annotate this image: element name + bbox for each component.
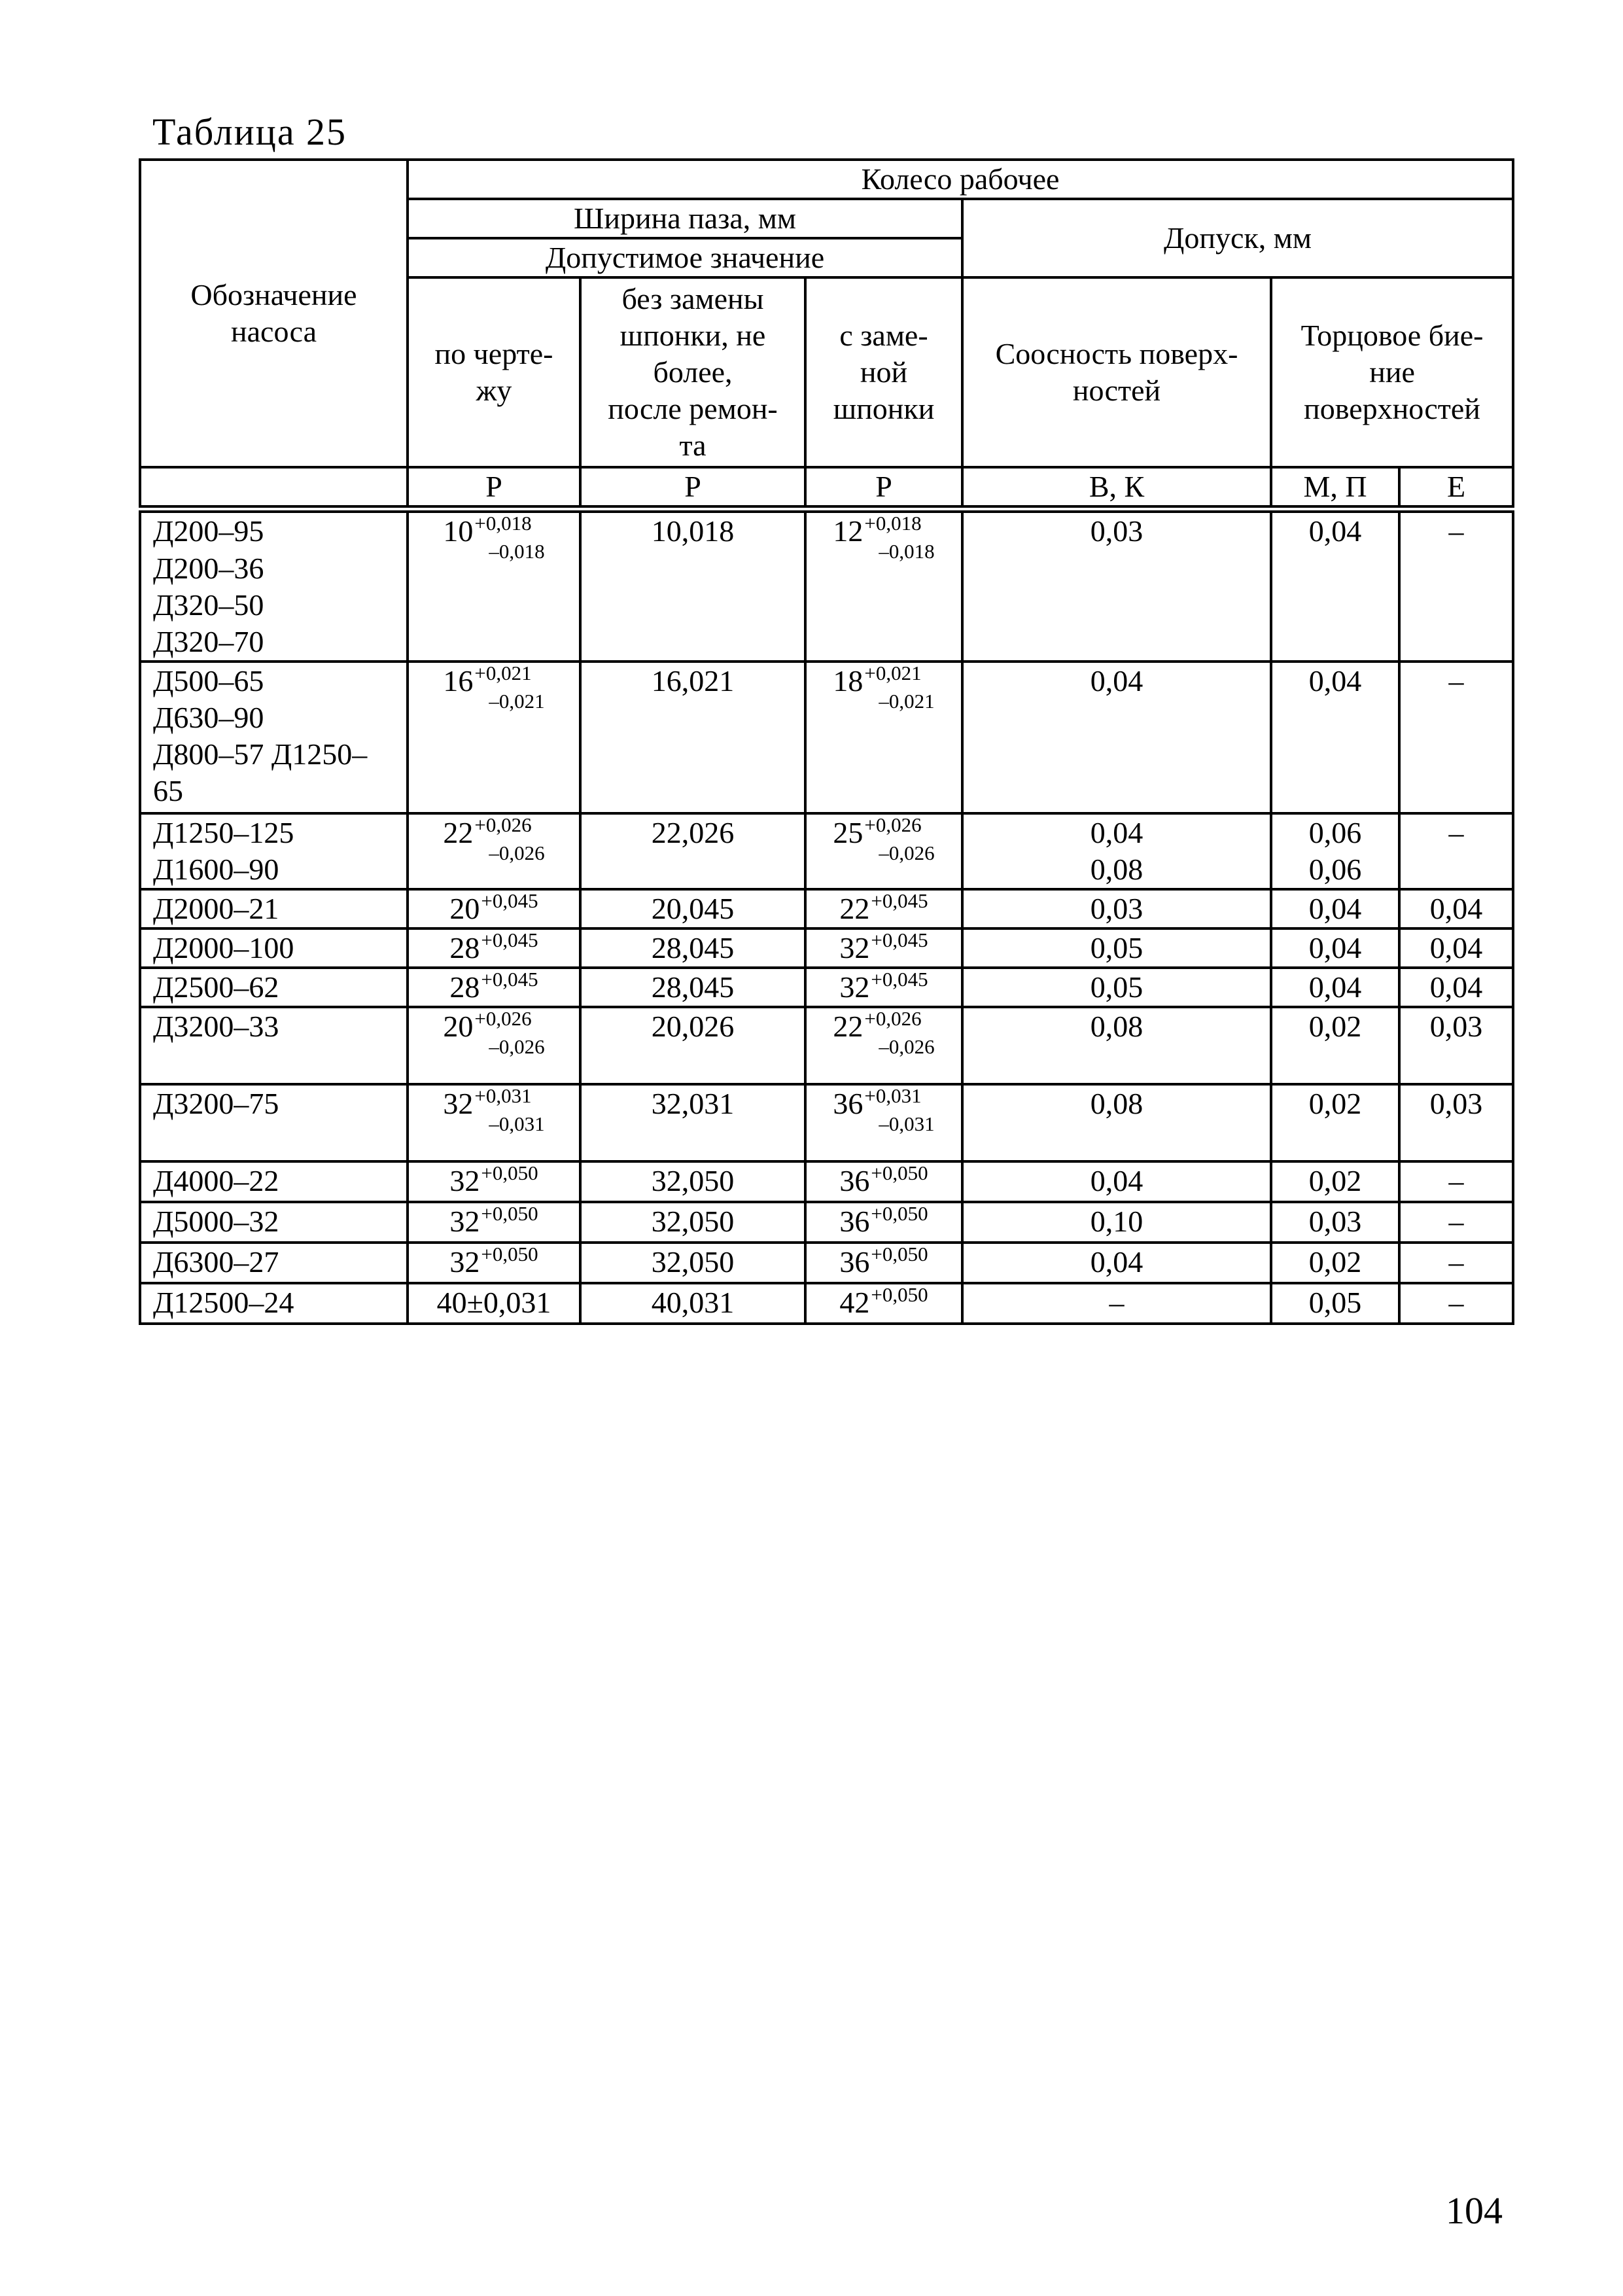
slot-width-without-key-cell: 32,031: [580, 1084, 805, 1161]
deviations: [871, 930, 928, 950]
cell-line: 0,03: [1308, 1205, 1362, 1239]
face-runout-mp-cell: [1271, 928, 1399, 968]
face-runout-e-cell: 0,03: [1399, 1007, 1513, 1084]
cell-line: 0,04: [1308, 892, 1362, 926]
upper-deviation: +0,050: [481, 1243, 538, 1266]
tolerance-value: [833, 815, 934, 863]
upper-deviation: +0,026: [474, 813, 532, 836]
nominal-size: 20: [449, 892, 480, 926]
slot-width-by-drawing-cell: [408, 509, 580, 661]
deviations: [481, 1203, 538, 1224]
table-row: [140, 662, 1513, 813]
cell-line: Д630–90: [153, 700, 264, 734]
nominal-size: 32: [449, 1205, 480, 1239]
pump-designation-cell: [140, 1007, 408, 1084]
table-row: [140, 1161, 1513, 1202]
slot-width-with-key-cell: [805, 509, 962, 661]
face-runout-e-cell: –: [1399, 813, 1513, 889]
tolerance-value: [437, 1284, 551, 1321]
cell-line: 0,04: [1308, 931, 1362, 965]
page-number: 104: [1446, 2189, 1503, 2232]
tolerance-value: [443, 513, 544, 561]
slot-width-with-key-cell: [805, 1283, 962, 1324]
table-row: [140, 1283, 1513, 1324]
upper-deviation: +0,045: [871, 968, 928, 991]
face-runout-mp-cell: [1271, 1202, 1399, 1243]
cell-line: 0,04: [1308, 514, 1362, 548]
cell-line: 0,08: [1090, 852, 1143, 886]
upper-deviation: +0,031: [474, 1084, 532, 1108]
cell-line: 0,04: [1308, 663, 1362, 698]
cell-line: 0,03: [1090, 514, 1143, 548]
face-runout-mp-cell: [1271, 1283, 1399, 1324]
nominal-size: 18: [833, 663, 864, 698]
pump-designation-cell: [140, 1243, 408, 1283]
coaxiality-cell: [962, 1007, 1271, 1084]
tolerance-value: [839, 1163, 928, 1199]
deviations: [474, 663, 544, 711]
deviations: [871, 1244, 928, 1264]
header-face-runout: Торцовое бие- ние поверхностей: [1271, 277, 1513, 467]
cell-line: Д2000–100: [153, 931, 294, 965]
upper-deviation: +0,026: [864, 1007, 922, 1031]
tolerance-value: [839, 969, 928, 1006]
slot-width-with-key-cell: [805, 928, 962, 968]
deviations: [481, 930, 538, 950]
coaxiality-cell: [962, 928, 1271, 968]
tolerance-value: [833, 1086, 934, 1134]
deviations: [871, 969, 928, 989]
face-runout-mp-cell: [1271, 968, 1399, 1007]
cell-line: 0,02: [1308, 1010, 1362, 1044]
face-runout-e-cell: –: [1399, 1283, 1513, 1324]
upper-deviation: +0,045: [481, 889, 538, 913]
slot-width-without-key-cell: 10,018: [580, 509, 805, 661]
cell-line: Д500–65: [153, 663, 264, 698]
deviations: [474, 1086, 544, 1134]
pump-designation-cell: [140, 813, 408, 889]
table-row: [140, 813, 1513, 889]
face-runout-e-cell: 0,04: [1399, 889, 1513, 928]
upper-deviation: +0,018: [864, 512, 922, 535]
cell-line: Д3200–75: [153, 1087, 279, 1121]
lower-deviation: –0,026: [489, 1035, 545, 1059]
face-runout-mp-cell: [1271, 1161, 1399, 1202]
tolerance-value: [449, 930, 538, 966]
face-runout-e-cell: 0,03: [1399, 1084, 1513, 1161]
header-pump-designation: Обозначение насоса: [140, 160, 408, 467]
upper-deviation: +0,026: [864, 813, 922, 836]
slot-width-by-drawing-cell: [408, 1202, 580, 1243]
deviations: [864, 513, 934, 561]
slot-width-with-key-cell: [805, 1202, 962, 1243]
cell-line: Д320–70: [153, 624, 264, 658]
nominal-size: 28: [449, 931, 480, 965]
lower-deviation: –0,026: [879, 841, 935, 864]
deviations: [864, 1086, 934, 1134]
slot-width-with-key-cell: [805, 1084, 962, 1161]
tolerance-value: [839, 1203, 928, 1240]
nominal-size: 32: [443, 1087, 474, 1121]
pump-designation-cell: [140, 1084, 408, 1161]
cell-line: 0,02: [1308, 1164, 1362, 1198]
deviations: [481, 1244, 538, 1264]
tolerance-value: [833, 513, 934, 561]
pump-designation-cell: [140, 662, 408, 813]
slot-width-without-key-cell: 20,026: [580, 1007, 805, 1084]
slot-width-with-key-cell: [805, 889, 962, 928]
tolerance-value: [449, 1203, 538, 1240]
cell-line: 0,02: [1308, 1245, 1362, 1279]
cell-line: Д5000–32: [153, 1205, 279, 1239]
nominal-size: 36: [839, 1245, 870, 1279]
slot-width-by-drawing-cell: [408, 1283, 580, 1324]
coaxiality-cell: [962, 1283, 1271, 1324]
tolerance-value: [443, 1086, 544, 1134]
slot-width-by-drawing-cell: [408, 968, 580, 1007]
face-runout-e-cell: 0,04: [1399, 968, 1513, 1007]
slot-width-by-drawing-cell: [408, 813, 580, 889]
nominal-size: 32: [839, 931, 870, 965]
header-impeller: Колесо рабочее: [408, 160, 1513, 199]
table-row: [140, 1243, 1513, 1283]
header-with-key-replacement: с заме- ной шпонки: [805, 277, 962, 467]
face-runout-mp-cell: [1271, 813, 1399, 889]
upper-deviation: +0,050: [871, 1161, 928, 1185]
nominal-size: 36: [833, 1087, 864, 1121]
face-runout-mp-cell: [1271, 1243, 1399, 1283]
cell-line: 0,04: [1090, 815, 1143, 849]
face-runout-e-cell: –: [1399, 1202, 1513, 1243]
slot-width-without-key-cell: 32,050: [580, 1202, 805, 1243]
cell-line: 0,04: [1090, 663, 1143, 698]
slot-width-without-key-cell: 32,050: [580, 1161, 805, 1202]
cell-line: Д2000–21: [153, 892, 279, 926]
coaxiality-cell: [962, 1161, 1271, 1202]
cell-line: 0,08: [1090, 1087, 1143, 1121]
header-letter-cell: Р: [805, 467, 962, 509]
deviations: [474, 1008, 544, 1057]
lower-deviation: –0,031: [489, 1112, 545, 1136]
upper-deviation: +0,021: [474, 661, 532, 684]
cell-line: –: [1109, 1286, 1125, 1320]
header-permissible-value: Допустимое значение: [408, 238, 962, 277]
slot-width-by-drawing-cell: [408, 1243, 580, 1283]
nominal-size: 22: [833, 1010, 864, 1044]
pump-designation-cell: [140, 1283, 408, 1324]
cell-line: Д320–50: [153, 588, 264, 622]
coaxiality-cell: [962, 509, 1271, 661]
cell-line: 0,04: [1090, 1245, 1143, 1279]
header-without-key-replacement: без замены шпонки, не более, после ремон- та: [580, 277, 805, 467]
upper-deviation: +0,045: [481, 968, 538, 991]
slot-width-with-key-cell: [805, 1161, 962, 1202]
tolerance-value: [839, 891, 928, 927]
coaxiality-cell: [962, 968, 1271, 1007]
tolerance-value: [839, 930, 928, 966]
upper-deviation: +0,018: [474, 512, 532, 535]
face-runout-mp-cell: [1271, 662, 1399, 813]
lower-deviation: –0,018: [879, 540, 935, 563]
face-runout-mp-cell: [1271, 889, 1399, 928]
cell-line: 0,05: [1090, 931, 1143, 965]
cell-line: Д200–95: [153, 514, 264, 548]
header-coaxiality: Соосность поверх- ностей: [962, 277, 1271, 467]
slot-width-with-key-cell: [805, 662, 962, 813]
header-letter-cell: Р: [408, 467, 580, 509]
pump-designation-cell: [140, 928, 408, 968]
coaxiality-cell: [962, 813, 1271, 889]
cell-line: 0,04: [1090, 1164, 1143, 1198]
tolerance-value: [443, 1008, 544, 1057]
tolerance-value: [449, 1163, 538, 1199]
cell-line: 65: [153, 774, 183, 808]
slot-width-with-key-cell: [805, 813, 962, 889]
upper-deviation: +0,026: [474, 1007, 532, 1031]
table-row: [140, 1007, 1513, 1084]
nominal-size: 22: [443, 815, 474, 849]
upper-deviation: +0,050: [481, 1161, 538, 1185]
tolerance-value: [443, 663, 544, 711]
nominal-size: 25: [833, 815, 864, 849]
slot-width-without-key-cell: 28,045: [580, 928, 805, 968]
upper-deviation: +0,045: [481, 928, 538, 952]
slot-width-without-key-cell: 40,031: [580, 1283, 805, 1324]
face-runout-e-cell: –: [1399, 1243, 1513, 1283]
header-letter-empty: [140, 467, 408, 509]
face-runout-e-cell: 0,04: [1399, 928, 1513, 968]
deviations: [481, 891, 538, 911]
face-runout-e-cell: –: [1399, 509, 1513, 661]
deviations: [871, 1163, 928, 1183]
nominal-size: 40±0,031: [436, 1286, 551, 1320]
cell-line: 0,06: [1308, 815, 1362, 849]
cell-line: 0,10: [1090, 1205, 1143, 1239]
slot-width-without-key-cell: 20,045: [580, 889, 805, 928]
header-tolerance: Допуск, мм: [962, 199, 1513, 277]
upper-deviation: +0,050: [871, 1243, 928, 1266]
slot-width-by-drawing-cell: [408, 889, 580, 928]
upper-deviation: +0,050: [871, 1202, 928, 1226]
header-letter-cell: Е: [1399, 467, 1513, 509]
coaxiality-cell: [962, 889, 1271, 928]
slot-width-without-key-cell: 16,021: [580, 662, 805, 813]
face-runout-mp-cell: [1271, 1007, 1399, 1084]
cell-line: 0,03: [1090, 892, 1143, 926]
table-row: [140, 928, 1513, 968]
header-letter-cell: Р: [580, 467, 805, 509]
deviations: [864, 815, 934, 863]
face-runout-mp-cell: [1271, 1084, 1399, 1161]
pump-designation-cell: [140, 968, 408, 1007]
nominal-size: 12: [833, 514, 864, 548]
upper-deviation: +0,045: [871, 928, 928, 952]
table-row: [140, 968, 1513, 1007]
lower-deviation: –0,021: [879, 689, 935, 713]
face-runout-mp-cell: [1271, 509, 1399, 661]
tolerance-value: [833, 663, 934, 711]
nominal-size: 32: [449, 1164, 480, 1198]
deviations: [481, 1163, 538, 1183]
deviations: [474, 513, 544, 561]
nominal-size: 36: [839, 1205, 870, 1239]
deviations: [871, 1203, 928, 1224]
tolerance-value: [833, 1008, 934, 1057]
nominal-size: 22: [839, 892, 870, 926]
table-row: [140, 509, 1513, 661]
deviations: [871, 891, 928, 911]
table-row: [140, 1202, 1513, 1243]
nominal-size: 10: [443, 514, 474, 548]
slot-width-without-key-cell: 28,045: [580, 968, 805, 1007]
lower-deviation: –0,026: [489, 841, 545, 864]
lower-deviation: –0,018: [489, 540, 545, 563]
upper-deviation: +0,031: [864, 1084, 922, 1108]
cell-line: Д3200–33: [153, 1010, 279, 1044]
slot-width-with-key-cell: [805, 1007, 962, 1084]
cell-line: Д6300–27: [153, 1245, 279, 1279]
slot-width-by-drawing-cell: [408, 1084, 580, 1161]
tolerance-value: [839, 1284, 928, 1321]
slot-width-by-drawing-cell: [408, 928, 580, 968]
table-row: [140, 889, 1513, 928]
nominal-size: 20: [443, 1010, 474, 1044]
upper-deviation: +0,050: [871, 1283, 928, 1307]
coaxiality-cell: [962, 662, 1271, 813]
deviations: [474, 815, 544, 863]
face-runout-e-cell: –: [1399, 1161, 1513, 1202]
cell-line: Д2500–62: [153, 970, 279, 1004]
nominal-size: 32: [839, 970, 870, 1004]
coaxiality-cell: [962, 1084, 1271, 1161]
nominal-size: 36: [839, 1164, 870, 1198]
slot-width-without-key-cell: 22,026: [580, 813, 805, 889]
cell-line: 0,02: [1308, 1087, 1362, 1121]
cell-line: 0,04: [1308, 970, 1362, 1004]
slot-width-without-key-cell: 32,050: [580, 1243, 805, 1283]
upper-deviation: +0,050: [481, 1202, 538, 1226]
tolerance-value: [449, 969, 538, 1006]
lower-deviation: –0,031: [879, 1112, 935, 1136]
slot-width-by-drawing-cell: [408, 662, 580, 813]
slot-width-by-drawing-cell: [408, 1161, 580, 1202]
deviations: [481, 969, 538, 989]
cell-line: 0,08: [1090, 1010, 1143, 1044]
cell-line: Д1600–90: [153, 852, 279, 886]
cell-line: Д200–36: [153, 551, 264, 585]
table-caption: Таблица 25: [152, 111, 347, 153]
pump-designation-cell: [140, 889, 408, 928]
cell-line: Д12500–24: [153, 1286, 294, 1320]
tolerance-value: [443, 815, 544, 863]
cell-line: 0,06: [1308, 852, 1362, 886]
slot-width-with-key-cell: [805, 968, 962, 1007]
cell-line: 0,05: [1308, 1286, 1362, 1320]
tolerance-value: [449, 1244, 538, 1280]
nominal-size: 32: [449, 1245, 480, 1279]
upper-deviation: +0,045: [871, 889, 928, 913]
nominal-size: 16: [443, 663, 474, 698]
deviations: [864, 663, 934, 711]
header-slot-width: Ширина паза, мм: [408, 199, 962, 238]
pump-designation-cell: [140, 1161, 408, 1202]
cell-line: Д4000–22: [153, 1164, 279, 1198]
deviations: [864, 1008, 934, 1057]
nominal-size: 42: [839, 1286, 870, 1320]
deviations: [871, 1284, 928, 1305]
pump-designation-cell: [140, 509, 408, 661]
lower-deviation: –0,026: [879, 1035, 935, 1059]
coaxiality-cell: [962, 1243, 1271, 1283]
face-runout-e-cell: –: [1399, 662, 1513, 813]
cell-line: Д1250–125: [153, 815, 294, 849]
tolerance-value: [839, 1244, 928, 1280]
upper-deviation: +0,021: [864, 661, 922, 684]
header-letter-cell: М, П: [1271, 467, 1399, 509]
header-by-drawing: по черте- жу: [408, 277, 580, 467]
lower-deviation: –0,021: [489, 689, 545, 713]
table-row: [140, 1084, 1513, 1161]
cell-line: 0,05: [1090, 970, 1143, 1004]
tolerance-value: [449, 891, 538, 927]
coaxiality-cell: [962, 1202, 1271, 1243]
slot-width-by-drawing-cell: [408, 1007, 580, 1084]
header-letter-cell: В, К: [962, 467, 1271, 509]
cell-line: Д800–57 Д1250–: [153, 737, 368, 771]
slot-width-with-key-cell: [805, 1243, 962, 1283]
data-table: [139, 158, 1514, 1325]
nominal-size: 28: [449, 970, 480, 1004]
pump-designation-cell: [140, 1202, 408, 1243]
